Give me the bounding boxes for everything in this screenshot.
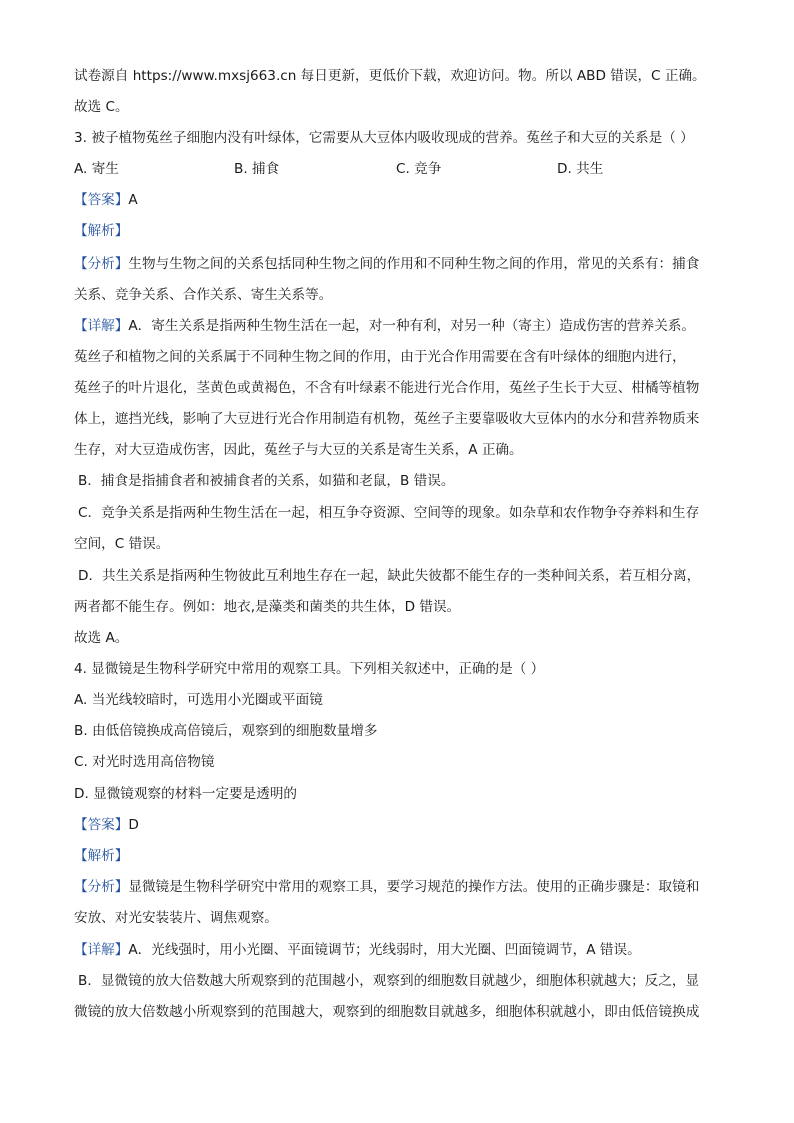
q4-xiangjie-line <box>74 940 641 960</box>
q3-xiangjie-cont: 菟丝子和植物之间的关系属于不同种生物之间的作用，由于光合作用需要在含有叶绿体的细胞内进行， <box>74 349 686 365</box>
q3-fenxi-cont: 关系、竞争关系、合作关系、寄生关系等。 <box>74 287 333 303</box>
q3-answer <box>74 190 138 210</box>
q3-fenxi-line <box>74 254 699 274</box>
header-line <box>74 66 706 86</box>
q3-option-c: C. 竞争 <box>396 161 442 177</box>
q3-explain-d-cont: 两者都不能生存。例如：地衣,是藻类和菌类的共生体，D 错误。 <box>74 599 461 615</box>
q4-explain-b: B．显微镜的放大倍数越大所观察到的范围越小，观察到的细胞数目就越少，细胞体积就越大；反之，显 <box>78 973 700 989</box>
fenxi-text: 显微镜是生物科学研究中常用的观察工具，要学习规范的操作方法。使用的正确步骤是：取镜和 <box>128 879 700 895</box>
q3-xiangjie-cont: 生存，对大豆造成伤害，因此，菟丝子与大豆的关系是寄生关系，A 正确。 <box>74 442 523 458</box>
q3-conclusion: 故选 A。 <box>74 630 129 646</box>
q3-option-b: B. 捕食 <box>234 161 280 177</box>
fenxi-tag: 【分析】 <box>74 879 129 895</box>
q3-explain-c: C．竞争关系是指两种生物生活在一起，相互争夺资源、空间等的现象。如杂草和农作物争夺养料和生存 <box>78 505 700 521</box>
header-tail: 物。所以 ABD 错误，C 正确。 <box>518 68 706 84</box>
answer-tag: 【答案】 <box>74 817 129 833</box>
q3-explain-d: D．共生关系是指两种生物彼此互利地生存在一起，缺此失彼都不能生存的一类种间关系，若互相分离， <box>78 568 701 584</box>
q3-option-a: A. 寄生 <box>74 161 119 177</box>
q4-fenxi-cont: 安放、对光安装装片、调焦观察。 <box>74 910 278 926</box>
xiangjie-tag: 【详解】 <box>74 318 129 334</box>
q3-option-d: D. 共生 <box>557 161 604 177</box>
analysis-tag: 【解析】 <box>74 223 129 239</box>
watermark-text: 试卷源自 https://www.mxsj663.cn 每日更新，更低价下载，欢迎访问。 <box>74 68 519 84</box>
q4-fenxi-line <box>74 877 699 897</box>
answer-tag: 【答案】 <box>74 192 129 208</box>
q4-stem: 4. 显微镜是生物科学研究中常用的观察工具。下列相关叙述中，正确的是（ ） <box>74 661 545 677</box>
xiangjie-text: A．寄生关系是指两种生物生活在一起，对一种有利，对另一种（寄主）造成伤害的营养关系。 <box>128 318 696 334</box>
prev-conclusion: 故选 C。 <box>74 99 129 115</box>
q3-xiangjie-cont: 体上，遮挡光线，影响了大豆进行光合作用制造有机物，菟丝子主要靠吸收大豆体内的水分和营养物质来 <box>74 411 700 427</box>
q3-xiangjie-cont: 菟丝子的叶片退化，茎黄色或黄褐色，不含有叶绿素不能进行光合作用，菟丝子生长于大豆、柑橘等植物 <box>74 380 700 396</box>
xiangjie-tag: 【详解】 <box>74 942 129 958</box>
q4-option-b: B. 由低倍镜换成高倍镜后，观察到的细胞数量增多 <box>74 723 378 739</box>
q4-option-c: C. 对光时选用高倍物镜 <box>74 754 215 770</box>
answer-value: A <box>128 192 138 208</box>
analysis-tag: 【解析】 <box>74 848 129 864</box>
answer-value: D <box>128 817 139 833</box>
q4-option-a: A. 当光线较暗时，可选用小光圈或平面镜 <box>74 692 323 708</box>
q3-stem: 3. 被子植物菟丝子细胞内没有叶绿体，它需要从大豆体内吸收现成的营养。菟丝子和大豆的关系是（ ） <box>74 130 694 146</box>
q4-answer <box>74 815 139 835</box>
fenxi-text: 生物与生物之间的关系包括同种生物之间的作用和不同种生物之间的作用，常见的关系有：捕食 <box>128 256 700 272</box>
fenxi-tag: 【分析】 <box>74 256 129 272</box>
q4-option-d: D. 显微镜观察的材料一定要是透明的 <box>74 786 298 802</box>
xiangjie-text: A．光线强时，用小光圈、平面镜调节；光线弱时，用大光圈、凹面镜调节，A 错误。 <box>128 942 641 958</box>
q3-explain-c-cont: 空间，C 错误。 <box>74 536 170 552</box>
q3-explain-b: B．捕食是指捕食者和被捕食者的关系，如猫和老鼠，B 错误。 <box>78 473 455 489</box>
q3-xiangjie-line <box>74 316 695 336</box>
q4-explain-b-cont: 微镜的放大倍数越小所观察到的范围越大，观察到的细胞数目就越多，细胞体积就越小，即由低倍镜换成 <box>74 1004 700 1020</box>
